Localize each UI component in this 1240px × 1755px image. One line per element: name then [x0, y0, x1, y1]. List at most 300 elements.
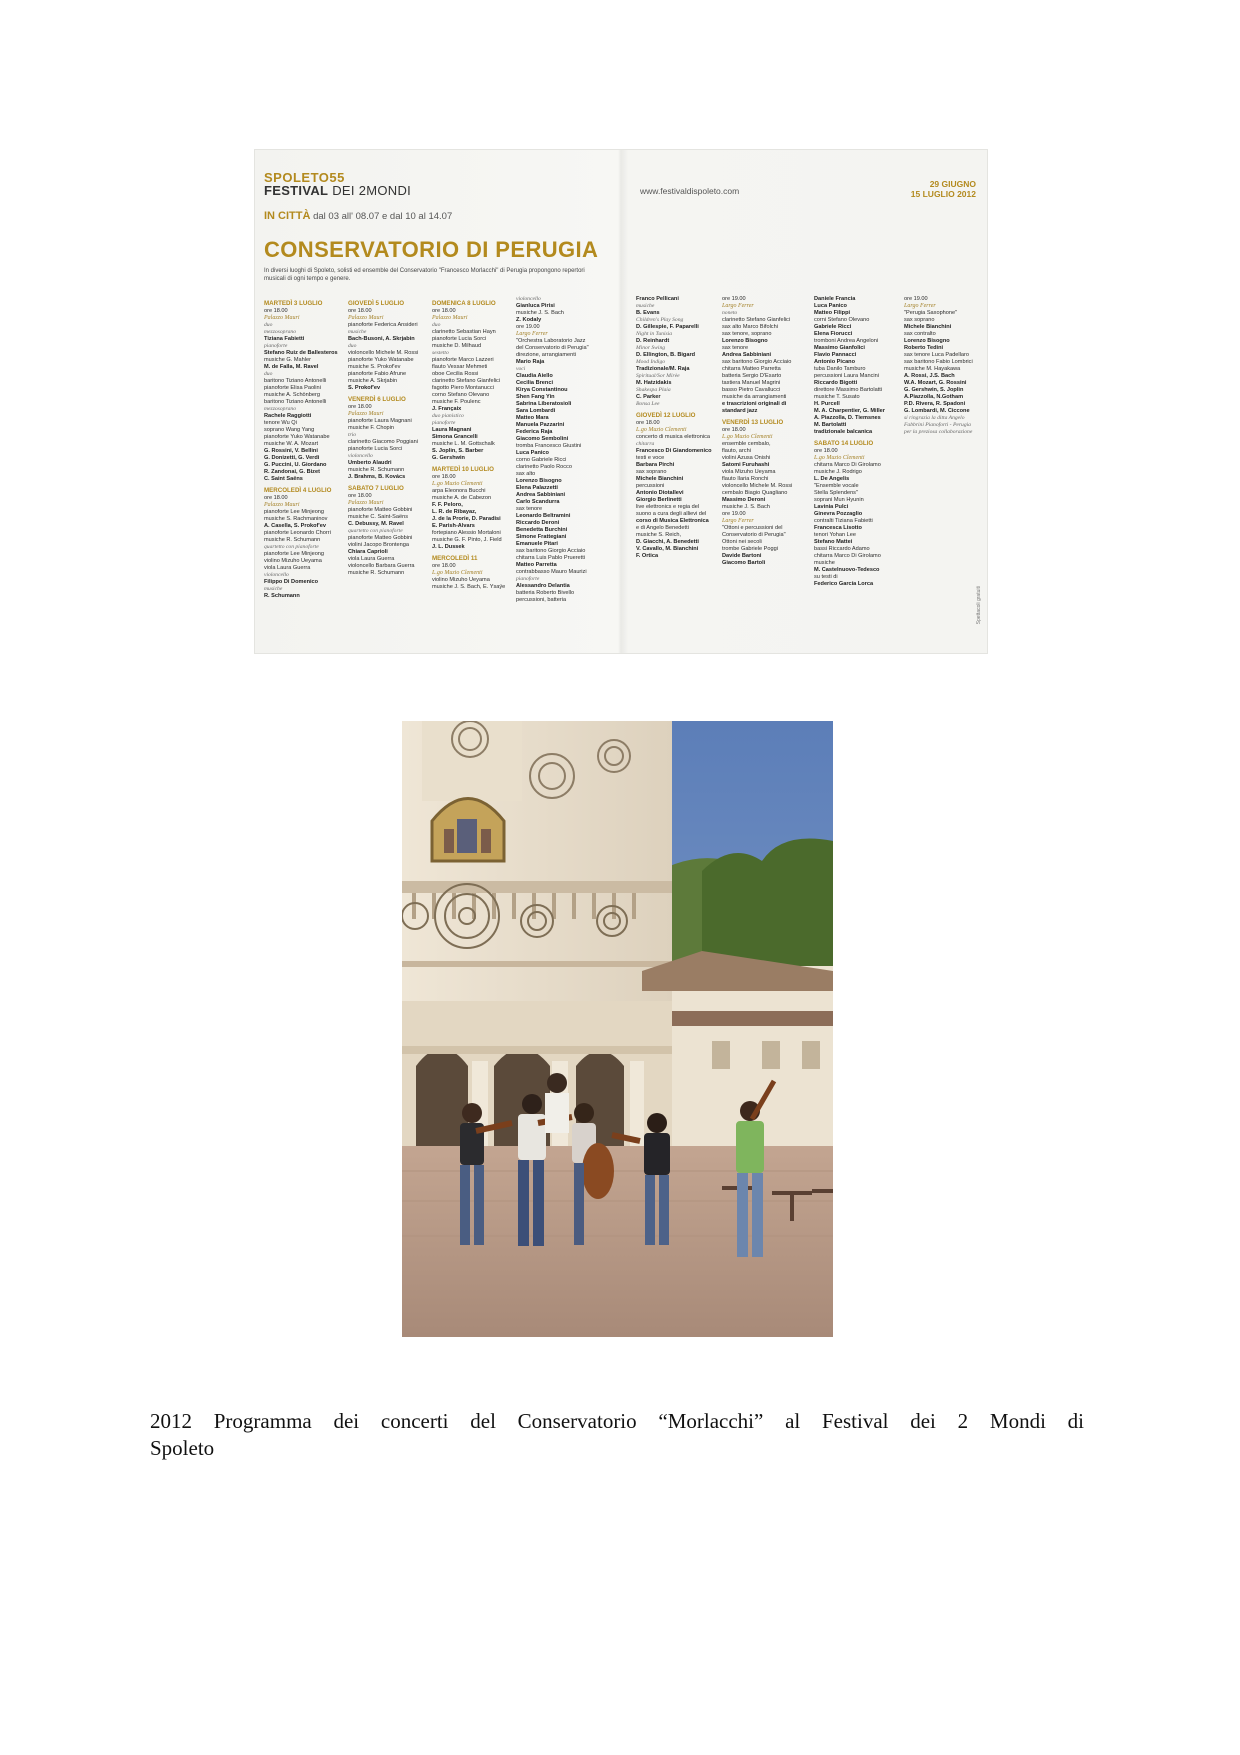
brand-word-dei: DEI: [332, 183, 355, 198]
programme-line: clarinetto Sebastian Hayn: [432, 329, 496, 335]
programme-line: viola Laura Guerra: [348, 556, 395, 562]
programme-line: M. Castelnuovo-Tedesco: [814, 567, 880, 573]
programme-line: tenori Yohan Lee: [814, 532, 856, 538]
programme-line: sax tenore, soprano: [722, 331, 772, 337]
programme-column: [636, 296, 718, 560]
programme-line: Stefano Ruiz de Ballesteros: [264, 350, 338, 356]
programme-line: su testi di: [814, 574, 838, 580]
programme-line: musiche J. S. Bach, E. Ysaÿe: [432, 584, 506, 590]
programme-line: Elena Fiorucci: [814, 331, 853, 337]
programme-line: V. Cavallo, M. Bianchini: [636, 546, 699, 552]
programme-line: A. Casella, S. Prokof'ev: [264, 523, 326, 529]
programme-line: e trascrizioni originali di: [722, 401, 787, 407]
programme-line: sax baritono Giorgio Acciaio: [516, 548, 586, 554]
programme-day-heading: MERCOLEDÌ 11: [432, 555, 478, 562]
programme-line: mezzosoprano: [264, 406, 297, 412]
programme-line: corso di Musica Elettronica: [636, 518, 709, 524]
free-shows-note: Spettacoli gratuiti: [976, 585, 982, 624]
programme-line: S. Prokof'ev: [348, 385, 381, 391]
programme-line: chitarra Marco Di Girolamo: [814, 553, 881, 559]
programme-line: pianoforte Matteo Gobbini: [348, 535, 413, 541]
programme-line: Gabriele Ricci: [814, 324, 852, 330]
programme-line: Sara Lombardi: [516, 408, 556, 414]
programme-line: violini Azusa Onishi: [722, 455, 771, 461]
programme-line: Laura Magnani: [432, 427, 472, 433]
programme-line: mezzosoprano: [264, 329, 297, 335]
programme-line: Giacomo Sembolini: [516, 436, 569, 442]
programme-line: Night in Tunisia: [636, 331, 673, 337]
programme-line: J. Françaix: [432, 406, 462, 412]
programme-line: M. Hatzidakis: [636, 380, 672, 386]
programme-line: contrabbasso Mauro Maurizi: [516, 569, 587, 575]
programme-line: Manuela Pazzarini: [516, 422, 565, 428]
programme-line: J. de la Prorie, D. Paradisi: [432, 516, 501, 522]
programme-line: Flavio Pannacci: [814, 352, 857, 358]
programme-line: musiche A. Skrjabin: [348, 378, 398, 384]
programme-line: Simone Frattegiani: [516, 534, 567, 540]
programme-line: Kirya Constantinou: [516, 387, 568, 393]
photo-illustration: [402, 721, 833, 1337]
programme-line: ore 18.00: [264, 308, 288, 314]
programme-line: ensemble cembalo,: [722, 441, 771, 447]
flyer-title: CONSERVATORIO DI PERUGIA: [264, 237, 599, 262]
programme-line: musiche S. Reich,: [636, 532, 682, 538]
programme-line: pianoforte: [432, 420, 456, 426]
programme-line: percussioni Laura Mancini: [814, 373, 879, 379]
programme-line: tenore Wu Qi: [264, 420, 297, 426]
programme-line: percussioni: [636, 483, 665, 489]
programme-day-heading: VENERDÌ 6 LUGLIO: [348, 396, 406, 403]
programme-line: Michele Bianchini: [904, 324, 952, 330]
programme-column: [904, 296, 986, 436]
programme-line: viola Mizuho Ueyama: [722, 469, 776, 475]
programme-line: soprano Wang Yang: [264, 427, 315, 433]
programme-line: corni Stefano Olevano: [814, 317, 870, 323]
programme-line: batteria Roberto Bivello: [516, 590, 575, 596]
programme-line: pianoforte Elisa Paolini: [264, 385, 321, 391]
programme-line: soprani Mun Hyunin: [814, 497, 864, 503]
programme-venue: L.go Muzio Clementi: [432, 481, 483, 487]
programme-line: musiche: [636, 303, 655, 309]
programme-line: Antonio Diotallevi: [636, 490, 684, 496]
programme-line: ore 18.00: [636, 420, 660, 426]
programme-line: Satomi Furuhashi: [722, 462, 770, 468]
programme-line: musiche R. Schumann: [348, 467, 405, 473]
programme-line: musiche F. Poulenc: [432, 399, 481, 405]
programme-venue: Largo Ferrer: [722, 518, 754, 524]
programme-column: [722, 296, 804, 567]
programme-line: testi e voce: [636, 455, 665, 461]
programme-line: Ottoni nei secoli: [722, 539, 762, 545]
programme-line: pianoforte Lucia Sorci: [348, 446, 403, 452]
programme-line: Daniele Francia: [814, 296, 856, 302]
programme-line: Benedetta Burchini: [516, 527, 568, 533]
caption-line-2: Spoleto: [150, 1436, 215, 1460]
programme-line: musiche W. A. Mozart: [264, 441, 319, 447]
programme-line: Roberto Tedini: [904, 345, 944, 351]
programme-venue: Largo Ferrer: [722, 303, 754, 309]
programme-line: Federico García Lorca: [814, 581, 874, 587]
programme-line: chitarra Matteo Parretta: [722, 366, 781, 372]
programme-line: per la preziosa collaborazione: [904, 429, 973, 435]
programme-line: cembalo Biagio Quagliano: [722, 490, 788, 496]
programme-line: tuba Danilo Tamburo: [814, 366, 866, 372]
programme-line: pianoforte Marco Lazzeri: [432, 357, 494, 363]
programme-line: B. Evans: [636, 310, 660, 316]
programme-line: tradizionale balcanica: [814, 429, 873, 435]
programme-line: bassi Riccardo Adamo: [814, 546, 870, 552]
programme-line: sax tenore Luca Padellaro: [904, 352, 969, 358]
programme-venue: Largo Ferrer: [904, 303, 936, 309]
programme-line: musiche D. Milhaud: [432, 343, 482, 349]
programme-line: musiche A. de Cabezon: [432, 495, 492, 501]
programme-line: Andrea Sabbiniani: [722, 352, 772, 358]
festival-brand: [264, 171, 411, 197]
programme-line: ore 19.00: [904, 296, 928, 302]
programme-line: pianoforte Leonardo Chorri: [264, 530, 331, 536]
programme-line: sestetto: [432, 350, 449, 356]
programme-line: flauto Vessar Mehmeti: [432, 364, 488, 370]
brand-word-mondi: 2MONDI: [358, 183, 412, 198]
programme-line: Riccardo Deroni: [516, 520, 560, 526]
programme-line: Cecilia Brenci: [516, 380, 553, 386]
programme-line: chitarra Marco Di Girolamo: [814, 462, 881, 468]
programme-line: oboe Cecilia Rossi: [432, 371, 479, 377]
programme-line: Tiziana Fabietti: [264, 336, 305, 342]
programme-line: "Ottoni e percussioni del: [722, 525, 783, 531]
programme-venue: Palazzo Mauri: [348, 315, 384, 321]
programme-line: baritono Tiziano Antonelli: [264, 399, 327, 405]
programme-line: Stefano Mattei: [814, 539, 853, 545]
programme-line: Matteo Parretta: [516, 562, 557, 568]
programme-line: pianoforte Laura Magnani: [348, 418, 412, 424]
programme-line: direttore Massimo Bartolatti: [814, 387, 883, 393]
programme-line: del Conservatorio di Perugia": [516, 345, 589, 351]
programme-line: Ginevra Pozzaglio: [814, 511, 863, 517]
programme-line: duo: [264, 322, 273, 328]
programme-line: Andrea Sabbiniani: [516, 492, 566, 498]
programme-line: Lorenzo Bisogno: [722, 338, 768, 344]
programme-line: arpa Eleonora Bucchi: [432, 488, 486, 494]
programme-line: ore 18.00: [432, 563, 456, 569]
programme-line: violini Jacopo Brontenga: [348, 542, 409, 548]
programme-day-heading: VENERDÌ 13 LUGLIO: [722, 419, 784, 426]
programme-line: musiche G. F. Pinto, J. Field: [432, 537, 502, 543]
programme-line: pianoforte Matteo Gobbini: [348, 507, 413, 513]
programme-line: noneto: [722, 310, 738, 316]
programme-line: Matteo Filippi: [814, 310, 851, 316]
programme-line: ore 18.00: [348, 404, 372, 410]
programme-line: D. Giacchi, A. Benedetti: [636, 539, 699, 545]
programme-line: Conservatorio di Perugia": [722, 532, 786, 538]
programme-line: e di Angelo Benedetti: [636, 525, 689, 531]
programme-line: M. de Falla, M. Ravel: [264, 364, 319, 370]
programme-line: duo: [264, 371, 273, 377]
programme-line: si ringrazia la ditta Angelo: [904, 415, 965, 421]
programme-line: Giacomo Bartoli: [722, 560, 766, 566]
programme-line: sax soprano: [904, 317, 935, 323]
programme-line: Shakespa Plaia: [636, 387, 671, 393]
programme-line: contralti Tiziana Fabietti: [814, 518, 873, 524]
programme-line: J. Brahms, B. Kovács: [348, 474, 406, 480]
programme-line: Lorenzo Bisogno: [516, 478, 562, 484]
programme-line: ore 18.00: [814, 448, 838, 454]
programme-line: Francesco Di Giandomenico: [636, 448, 712, 454]
programme-line: musiche R. Schumann: [348, 570, 405, 576]
programme-line: musiche L. M. Gottschalk: [432, 441, 495, 447]
programme-line: Umberto Alaudri: [348, 460, 392, 466]
programme-line: duo pianistico: [432, 413, 464, 419]
programme-line: tromboni Andrea Angeloni: [814, 338, 879, 344]
programme-line: Emanuele Pitari: [516, 541, 558, 547]
programme-line: Mood Indigo: [636, 359, 666, 365]
in-citta-line: [264, 210, 452, 222]
programme-line: G. Donizetti, G. Verdi: [264, 455, 320, 461]
programme-column: [348, 296, 430, 577]
programme-line: Giorgio Berlinetti: [636, 497, 682, 503]
programme-line: pianoforte: [516, 576, 540, 582]
programme-line: quartetto con pianoforte: [264, 544, 319, 550]
programme-line: F. Ortica: [636, 553, 659, 559]
programme-day-heading: SABATO 7 LUGLIO: [348, 485, 404, 492]
programme-line: M. Bartolatti: [814, 422, 847, 428]
programme-line: G. Rossini, V. Bellini: [264, 448, 318, 454]
programme-line: Francesca Lisotto: [814, 525, 862, 531]
caption-line-1: 2012 Programma dei concerti del Conservatorio “Morlacchi” al Festival dei 2 Mondi di: [150, 1409, 1084, 1433]
programme-line: Minor Swing: [636, 345, 666, 351]
programme-columns: [264, 296, 980, 646]
flyer-intro: In diversi luoghi di Spoleto, solisti ed ensemble del Conservatorio "Francesco Morlacchi" di Perugia propongono repertori musicali di ogni tempo e genere.: [264, 268, 585, 282]
programme-column: [432, 296, 514, 591]
programme-line: "Perugia Saxophone": [904, 310, 958, 316]
programme-line: Claudia Aiello: [516, 373, 553, 379]
programme-line: Filippo Di Domenico: [264, 579, 319, 585]
programme-line: fagotto Piero Montanucci: [432, 385, 494, 391]
programme-day-heading: MERCOLEDÌ 4 LUGLIO: [264, 487, 332, 494]
programme-line: Sabrina Liberatosioli: [516, 401, 572, 407]
programme-line: Elena Palazzetti: [516, 485, 558, 491]
programme-line: musiche J. S. Bach: [722, 504, 770, 510]
programme-line: Gianluca Pirisi: [516, 303, 555, 309]
programme-line: Franco Pellicani: [636, 296, 679, 302]
programme-line: violoncello Barbara Guerra: [348, 563, 415, 569]
programme-line: musiche: [264, 586, 283, 592]
programme-line: musiche M. Hayakawa: [904, 366, 961, 372]
programme-line: Barbara Pirchi: [636, 462, 675, 468]
programme-line: Simona Grancelli: [432, 434, 478, 440]
programme-venue: L.go Muzio Clementi: [722, 434, 773, 440]
programme-line: Alessandro Delantia: [516, 583, 570, 589]
programme-line: clarinetto Stefano Gianfelici: [722, 317, 791, 323]
programme-line: baritono Tiziano Antonelli: [264, 378, 327, 384]
programme-line: voci: [516, 366, 526, 372]
programme-line: clarinetto Paolo Rocco: [516, 464, 572, 470]
programme-line: C. Debussy, M. Ravel: [348, 521, 404, 527]
programme-line: ore 19.00: [516, 324, 540, 330]
programme-line: sax tenore: [516, 506, 543, 512]
programme-line: fortepiano Alessio Mortaloni: [432, 530, 501, 536]
programme-line: ore 18.00: [348, 493, 372, 499]
programme-line: corno Stefano Olevano: [432, 392, 490, 398]
programme-column: [264, 296, 346, 600]
programme-line: pianoforte: [264, 343, 288, 349]
programme-line: Lavinia Pulci: [814, 504, 849, 510]
programme-line: G. Gershwin, S. Joplin: [904, 387, 964, 393]
programme-line: violoncello Michele M. Rossi: [722, 483, 793, 489]
programme-line: G. Lombardi, M. Ciccone: [904, 408, 970, 414]
programme-line: chitarra Luis Pablo Prueretti: [516, 555, 586, 561]
programme-line: chitarra: [636, 441, 655, 447]
brand-word-festival: FESTIVAL: [264, 183, 329, 198]
programme-line: sax alto Marco Bifolchi: [722, 324, 778, 330]
programme-line: sax alto: [516, 471, 536, 477]
programme-line: L. R. de Ribayaz,: [432, 509, 477, 515]
programme-line: musiche S. Prokof'ev: [348, 364, 401, 370]
programme-venue: Palazzo Mauri: [348, 500, 384, 506]
programme-line: ore 18.00: [722, 427, 746, 433]
programme-venue: L.go Muzio Clementi: [636, 427, 687, 433]
programme-line: musiche da arrangiamenti: [722, 394, 787, 400]
programme-line: pianoforte Lee Minjeong: [264, 551, 325, 557]
programme-line: musiche S. Rachmaninov: [264, 516, 328, 522]
festival-programme-flyer: [254, 149, 988, 654]
document-caption: [150, 1408, 1084, 1462]
programme-line: R. Zandonai, G. Bizet: [264, 469, 320, 475]
programme-line: live elettronics e regia del: [636, 504, 700, 510]
dates-line-1: 29 GIUGNO: [929, 179, 976, 189]
programme-line: flauto, archi: [722, 448, 751, 454]
programme-line: sax tenore: [722, 345, 749, 351]
programme-line: D. Ellington, B. Bigard: [636, 352, 696, 358]
programme-venue: Largo Ferrer: [516, 331, 548, 337]
programme-line: Massimo Gianfolici: [814, 345, 865, 351]
programme-line: musiche T. Susato: [814, 394, 860, 400]
programme-line: D. Gillespie, F. Paparelli: [636, 324, 699, 330]
programme-line: basso Pietro Cavallucci: [722, 387, 781, 393]
programme-line: viola Laura Guerra: [264, 565, 311, 571]
programme-line: sax baritono Fabio Lombrici: [904, 359, 973, 365]
programme-line: violoncello: [516, 296, 541, 302]
programme-line: direzione, arrangiamenti: [516, 352, 577, 358]
programme-line: C. Parker: [636, 394, 661, 400]
programme-line: violoncello Michele M. Rossi: [348, 350, 419, 356]
programme-line: Z. Kodaly: [516, 317, 542, 323]
programme-day-heading: MARTEDÌ 10 LUGLIO: [432, 466, 494, 473]
programme-line: percussioni, batteria: [516, 597, 567, 603]
programme-line: pianoforte Yuko Watanabe: [348, 357, 414, 363]
festival-website: www.festivaldispoleto.com: [640, 186, 740, 196]
programme-line: violino Mizuho Ueyama: [432, 577, 490, 583]
programme-line: ore 19.00: [722, 296, 746, 302]
brand-line-1: SPOLETO55: [264, 170, 345, 185]
programme-line: musiche J. S. Bach: [516, 310, 564, 316]
programme-line: Luca Panico: [516, 450, 549, 456]
programme-line: Federica Raja: [516, 429, 553, 435]
programme-line: musiche A. Schönberg: [264, 392, 320, 398]
programme-line: C. Saint Saëns: [264, 476, 303, 482]
programme-line: L. De Angelis: [814, 476, 850, 482]
programme-venue: L.go Muzio Clementi: [814, 455, 865, 461]
dates-line-2: 15 LUGLIO 2012: [910, 189, 976, 199]
programme-line: Matteo Mara: [516, 415, 549, 421]
programme-line: Carlo Scandurra: [516, 499, 560, 505]
programme-line: flauto Ilaria Ronchi: [722, 476, 769, 482]
programme-line: violoncello: [348, 453, 373, 459]
programme-column: [516, 296, 598, 604]
programme-day-heading: GIOVEDÌ 5 LUGLIO: [348, 300, 405, 307]
programme-line: Shen Fang Yin: [516, 394, 555, 400]
programme-line: musiche F. Chopin: [348, 425, 395, 431]
programme-line: musiche G. Mahler: [264, 357, 311, 363]
in-citta-label: IN CITTÀ: [264, 210, 311, 222]
programme-line: A.Piazzolla, N.Gotham: [904, 394, 964, 400]
programme-line: pianoforte Federica Ansideri: [348, 322, 418, 328]
programme-line: trombe Gabriele Poggi: [722, 546, 778, 552]
programme-venue: Palazzo Mauri: [264, 315, 300, 321]
programme-line: P.D. Rivera, R. Spadoni: [904, 401, 966, 407]
programme-line: standard jazz: [722, 408, 758, 414]
programme-venue: Palazzo Mauri: [348, 411, 384, 417]
programme-line: Riccardo Bigotti: [814, 380, 858, 386]
programme-line: D. Reinhardt: [636, 338, 670, 344]
programme-line: ore 18.00: [264, 495, 288, 501]
programme-line: suono a cura degli allievi del: [636, 511, 707, 517]
programme-line: Fabbrini Pianoforti - Perugia: [904, 422, 971, 428]
programme-line: Mario Raja: [516, 359, 545, 365]
programme-line: quartetto con pianoforte: [348, 528, 403, 534]
programme-line: ore 19.00: [722, 511, 746, 517]
programme-line: A. Rossi, J.S. Bach: [904, 373, 955, 379]
programme-line: Stella Splendens": [814, 490, 858, 496]
programme-venue: L.go Muzio Clementi: [432, 570, 483, 576]
programme-line: Leonardo Beltramini: [516, 513, 571, 519]
programme-line: sax baritono Giorgio Acciaio: [722, 359, 792, 365]
programme-line: Massimo Deroni: [722, 497, 766, 503]
programme-line: Children's Play Song: [636, 317, 684, 323]
programme-line: pianoforte Lucia Sorci: [432, 336, 487, 342]
programme-line: sax contralto: [904, 331, 936, 337]
programme-line: Bach-Busoni, A. Skrjabin: [348, 336, 415, 342]
programme-venue: Palazzo Mauri: [432, 315, 468, 321]
programme-venue: Palazzo Mauri: [264, 502, 300, 508]
brand-line-2: [264, 184, 411, 197]
programme-line: batteria Sergio D'Esarto: [722, 373, 782, 379]
programme-line: Lorenzo Bisogno: [904, 338, 950, 344]
programme-line: pianoforte Yuko Watanabe: [264, 434, 330, 440]
programme-line: Rachele Raggiotti: [264, 413, 312, 419]
programme-line: musiche C. Saint-Saëns: [348, 514, 409, 520]
programme-line: musiche J. Rodrigo: [814, 469, 862, 475]
programme-day-heading: GIOVEDÌ 12 LUGLIO: [636, 412, 696, 419]
programme-line: Davide Bartoni: [722, 553, 762, 559]
programme-line: W.A. Mozart, G. Rossini: [904, 380, 967, 386]
programme-line: trio: [348, 432, 357, 438]
programme-line: Luca Panico: [814, 303, 847, 309]
programme-line: corno Gabriele Ricci: [516, 457, 567, 463]
festival-dates: [911, 179, 976, 199]
programme-line: Spiritual/Sor Mirèe: [636, 373, 680, 379]
programme-line: F. F. Peloro,: [432, 502, 463, 508]
programme-day-heading: SABATO 14 LUGLIO: [814, 440, 874, 447]
programme-line: tromba Francesco Giustini: [516, 443, 582, 449]
programme-line: duo: [432, 322, 441, 328]
programme-line: H. Purcell: [814, 401, 840, 407]
programme-line: E. Parish-Alvars: [432, 523, 475, 529]
programme-line: pianoforte Lee Minjeong: [264, 509, 325, 515]
programme-line: pianoforte Fabio Afrune: [348, 371, 407, 377]
programme-line: musiche: [814, 560, 835, 566]
programme-line: sax soprano: [636, 469, 667, 475]
